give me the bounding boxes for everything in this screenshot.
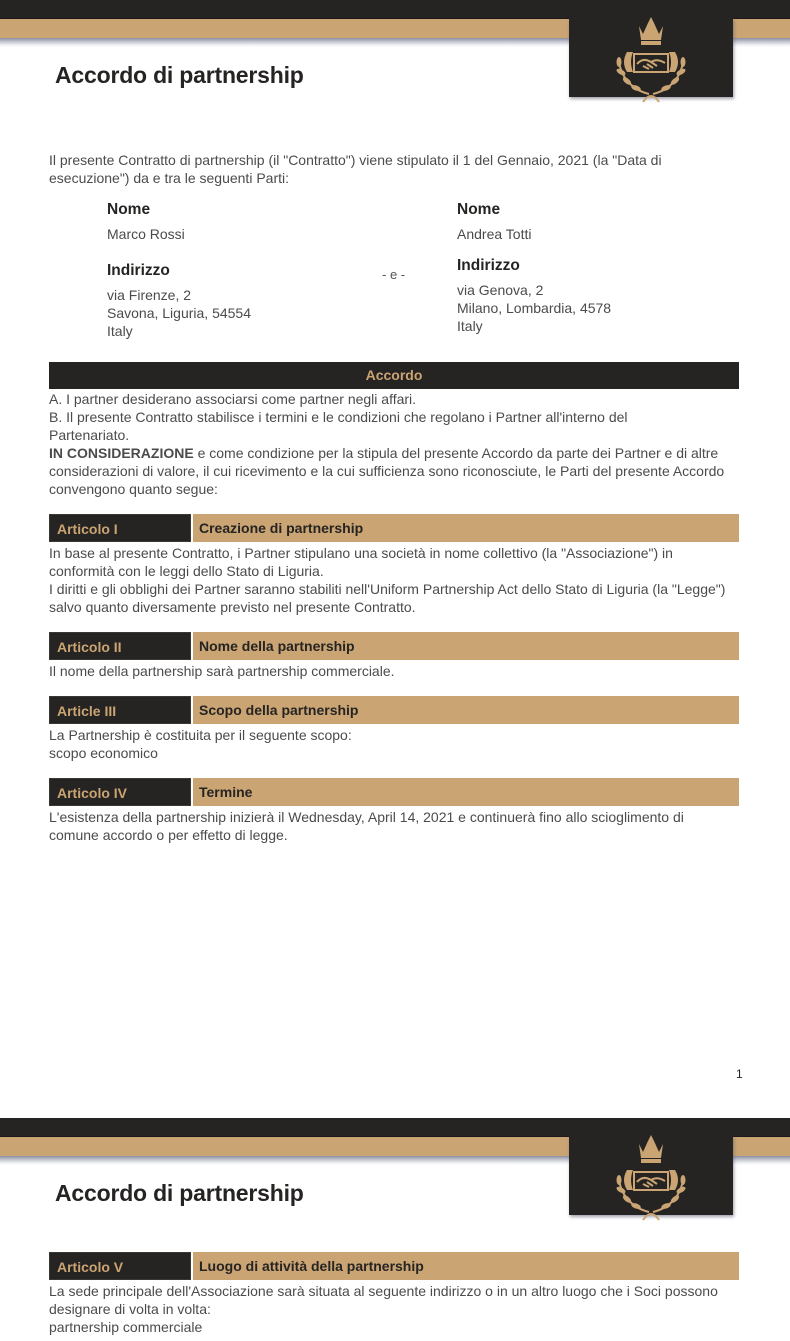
article-1-title: Creazione di partnership bbox=[193, 514, 739, 542]
logo-box bbox=[569, 1136, 733, 1215]
document-title: Accordo di partnership bbox=[55, 1180, 304, 1206]
article-1-number: Articolo I bbox=[49, 514, 191, 542]
article-4-number: Articolo IV bbox=[49, 778, 191, 806]
article-3-header bbox=[49, 696, 739, 724]
article-5-body-1: La sede principale dell'Associazione sarà situata al seguente indirizzo o in un altro luogo che i Soci possono designare di volta in volta: bbox=[49, 1283, 718, 1317]
consideration-bold: IN CONSIDERAZIONE bbox=[49, 445, 194, 461]
article-5-body-2: partnership commerciale bbox=[49, 1319, 203, 1335]
party1-address-label: Indirizzo bbox=[107, 262, 170, 279]
article-4-header bbox=[49, 778, 739, 806]
agreement-heading: Accordo bbox=[49, 362, 739, 389]
article-4-body-1: L'esistenza della partnership inizierà il Wednesday, April 14, 2021 e continuerà fino allo scioglimento di comune accordo o per effetto di legge. bbox=[49, 809, 684, 843]
party1-name: Marco Rossi bbox=[107, 226, 185, 242]
page-number: 1 bbox=[736, 1067, 743, 1081]
agreement-line-a: A. I partner desiderano associarsi come partner negli affari. bbox=[49, 391, 417, 407]
agreement-line-b: B. Il presente Contratto stabilisce i termini e le condizioni che regolano i Partner all'interno del Partenariato. bbox=[49, 409, 628, 443]
article-3-body-2: scopo economico bbox=[49, 745, 158, 761]
article-1-body-2: I diritti e gli obblighi dei Partner saranno stabiliti nell'Uniform Partnership Act dello Stato di Liguria (la "Legge") salvo quanto diversamente previsto nel presente Contratto. bbox=[49, 581, 726, 615]
article-5-header bbox=[49, 1252, 739, 1280]
article-1-header bbox=[49, 514, 739, 542]
logo-box bbox=[569, 18, 733, 97]
article-3-number: Article III bbox=[49, 696, 191, 724]
party1-name-label: Nome bbox=[107, 201, 151, 218]
party1-address-line3: Italy bbox=[107, 323, 133, 339]
party2-name: Andrea Totti bbox=[457, 226, 532, 242]
party2-name-label: Nome bbox=[457, 201, 501, 218]
party2-address-line2: Milano, Lombardia, 4578 bbox=[457, 300, 612, 316]
article-3-title: Scopo della partnership bbox=[193, 696, 739, 724]
party2-address-line3: Italy bbox=[457, 318, 483, 334]
article-2-number: Articolo II bbox=[49, 632, 191, 660]
article-4-title: Termine bbox=[193, 778, 739, 806]
party1-address-line1: via Firenze, 2 bbox=[107, 287, 192, 303]
article-2-title: Nome della partnership bbox=[193, 632, 739, 660]
party2-address-label: Indirizzo bbox=[457, 257, 520, 274]
article-2-body-1: Il nome della partnership sarà partnership commerciale. bbox=[49, 663, 395, 679]
parties-separator: - e - bbox=[382, 267, 406, 282]
article-3-body-1: La Partnership è costituita per il seguente scopo: bbox=[49, 727, 352, 743]
party2-address-line1: via Genova, 2 bbox=[457, 282, 544, 298]
article-5-title: Luogo di attività della partnership bbox=[193, 1252, 739, 1280]
document-title: Accordo di partnership bbox=[55, 62, 304, 88]
intro-paragraph: Il presente Contratto di partnership (il "Contratto") viene stipulato il 1 del Gennaio, 2021 (la "Data di esecuzione") da e tra le seguenti Parti: bbox=[49, 152, 662, 186]
article-2-header bbox=[49, 632, 739, 660]
article-1-body-1: In base al presente Contratto, i Partner stipulano una società in nome collettivo (la "Associazione") in conformità con le leggi dello Stato di Liguria. bbox=[49, 545, 673, 579]
consideration-rest: e come condizione per la stipula del presente Accordo da parte dei Partner e di altre considerazioni di valore, il cui ricevimento e la cui sufficienza sono riconosciute, le Parti del presente Accordo convengono quanto segue: bbox=[49, 445, 725, 497]
crown-handshake-laurel-icon bbox=[599, 10, 703, 106]
party1-address-line2: Savona, Liguria, 54554 bbox=[107, 305, 251, 321]
document-page-2 bbox=[0, 1118, 790, 1341]
article-5-number: Articolo V bbox=[49, 1252, 191, 1280]
crown-handshake-laurel-icon bbox=[599, 1128, 703, 1224]
agreement-consideration bbox=[49, 444, 744, 498]
